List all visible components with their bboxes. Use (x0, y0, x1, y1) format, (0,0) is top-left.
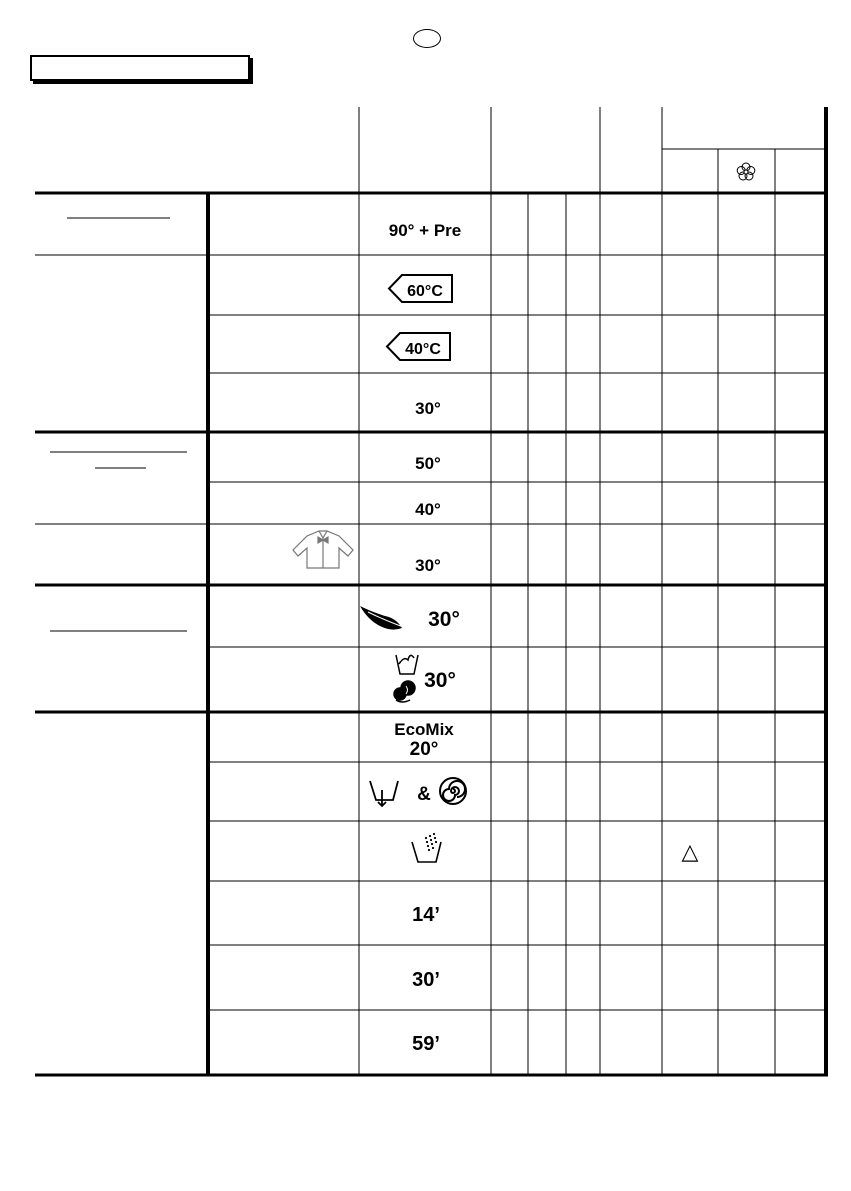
and-symbol: & (417, 784, 431, 805)
temp-label-r5: 50° (415, 454, 441, 473)
table-grid (35, 107, 828, 1076)
ecomix-label: EcoMix (394, 720, 454, 739)
time-label-r15: 59’ (412, 1033, 440, 1055)
softener-flower-icon (737, 163, 755, 180)
temp-label-r6: 40° (415, 500, 441, 519)
temp-label-r3: 40°C (405, 341, 441, 358)
drain-icon (370, 781, 398, 806)
temp-label-r9: 30° (424, 669, 456, 692)
temp-label-r4: 30° (415, 399, 441, 418)
temp-label-r2: 60°C (407, 283, 443, 300)
feather-icon (360, 606, 406, 630)
temp-label-r1: 90° + Pre (388, 221, 462, 240)
ecomix-temp: 20° (409, 739, 439, 760)
rinse-icon (412, 833, 441, 862)
warning-triangle-marker: △ (681, 840, 699, 865)
shirt-icon (293, 531, 353, 568)
time-label-r14: 30’ (412, 969, 440, 991)
handwash-wool-icon (394, 655, 418, 702)
temp-label-r7: 30° (415, 556, 441, 575)
temp-label-r8: 30° (428, 608, 460, 631)
time-label-r13: 14’ (412, 904, 440, 926)
drain-spin-icon (440, 778, 466, 804)
